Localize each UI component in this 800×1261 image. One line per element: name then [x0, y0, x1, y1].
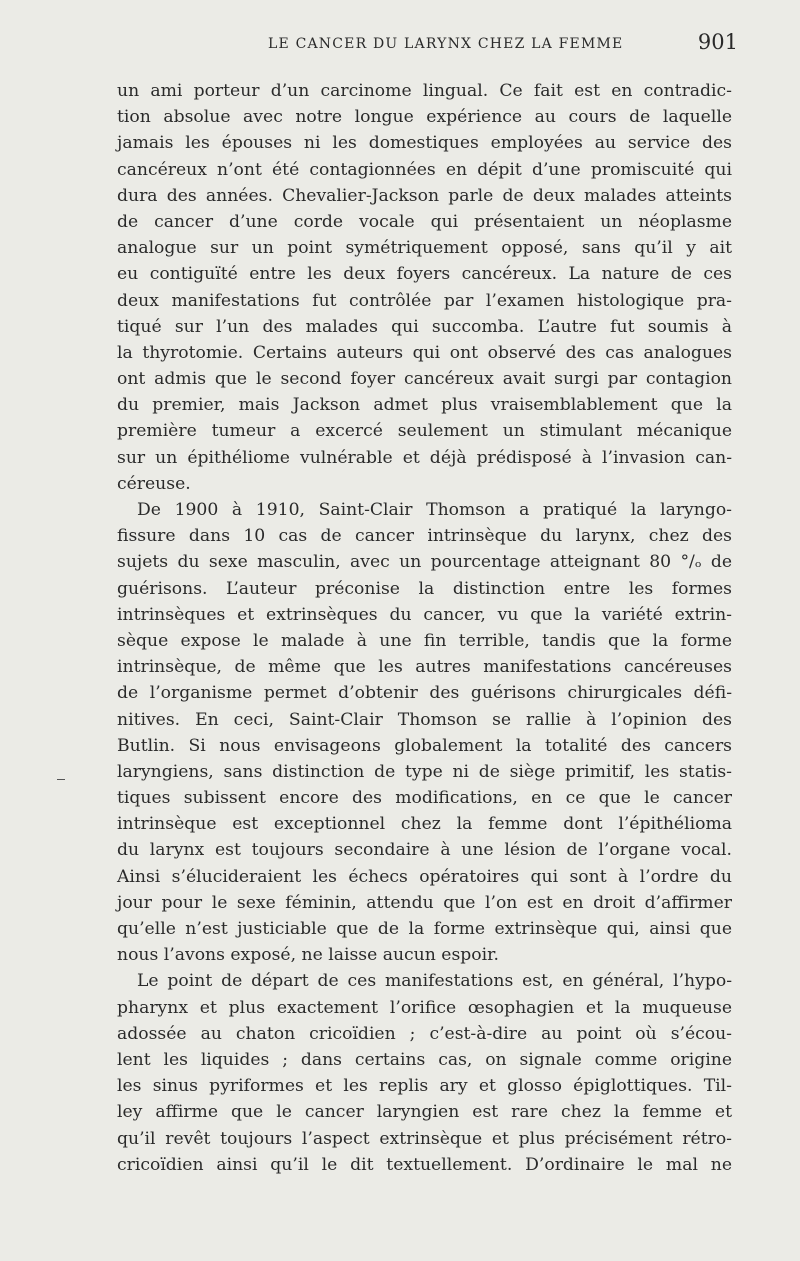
margin-mark	[57, 779, 65, 780]
text-line: qu’il revêt toujours l’aspect extrinsèque et plus précisément rétro-	[117, 1128, 732, 1149]
text-line: première tumeur a excercé seulement un stimulant mécanique	[117, 421, 732, 442]
text-line: céreuse.	[117, 473, 191, 494]
text-line: intrinsèque, de même que les autres manifestations cancéreuses	[117, 657, 732, 678]
text-line: cancéreux n’ont été contagionnées en dépit d’une promiscuité qui	[117, 159, 732, 180]
text-line: Le point de départ de ces manifestations est, en général, l’hypo-	[137, 971, 732, 992]
text-line: sèque expose le malade à une fin terrible, tandis que la forme	[117, 630, 732, 651]
text-line: Butlin. Si nous envisageons globalement la totalité des cancers	[117, 735, 732, 756]
text-line: adossée au chaton cricoïdien ; c’est-à-dire au point où s’écou-	[117, 1023, 732, 1044]
text-line: guérisons. L’auteur préconise la distinction entre les formes	[117, 578, 732, 599]
text-line: un ami porteur d’un carcinome lingual. Ce fait est en contradic-	[117, 81, 732, 101]
text-line: ont admis que le second foyer cancéreux avait surgi par contagion	[117, 369, 732, 390]
text-line: nous l’avons exposé, ne laisse aucun espoir.	[117, 945, 499, 966]
text-line: du larynx est toujours secondaire à une lésion de l’organe vocal.	[117, 840, 732, 861]
text-line: du premier, mais Jackson admet plus vraisemblablement que la	[117, 395, 732, 416]
text-line: deux manifestations fut contrôlée par l’examen histologique pra-	[117, 290, 732, 311]
text-line: De 1900 à 1910, Saint-Clair Thomson a pratiqué la laryngo-	[137, 500, 732, 520]
text-line: tiques subissent encore des modifications, en ce que le cancer	[117, 788, 732, 809]
text-line: sur un épithéliome vulnérable et déjà prédisposé à l’invasion can-	[117, 447, 732, 468]
text-line: fissure dans 10 cas de cancer intrinsèque du larynx, chez des	[117, 526, 732, 547]
text-line: de cancer d’une corde vocale qui présentaient un néoplasme	[117, 211, 732, 232]
text-line: jour pour le sexe féminin, attendu que l’on est en droit d’affirmer	[117, 892, 732, 913]
page-header	[120, 28, 738, 62]
text-line: tiqué sur l’un des malades qui succomba. L’autre fut soumis à	[117, 316, 732, 337]
text-line: les sinus pyriformes et les replis ary et glosso épiglottiques. Til-	[117, 1076, 732, 1097]
text-line: nitives. En ceci, Saint-Clair Thomson se rallie à l’opinion des	[117, 709, 732, 730]
text-line: laryngiens, sans distinction de type ni de siège primitif, les statis-	[117, 761, 732, 782]
text-line: tion absolue avec notre longue expérience au cours de laquelle	[117, 107, 732, 128]
text-line: intrinsèque est exceptionnel chez la femme dont l’épithélioma	[117, 814, 732, 835]
text-line: jamais les épouses ni les domestiques employées au service des	[117, 133, 732, 154]
page-number: 901	[697, 30, 738, 54]
text-line: ley affirme que le cancer laryngien est rare chez la femme et	[117, 1102, 732, 1123]
text-line: analogue sur un point symétriquement opposé, sans qu’il y ait	[117, 238, 732, 259]
text-line: lent les liquides ; dans certains cas, on signale comme origine	[117, 1049, 732, 1070]
text-line: eu contiguïté entre les deux foyers cancéreux. La nature de ces	[117, 264, 732, 285]
text-line: sujets du sexe masculin, avec un pourcentage atteignant 80 °/ₒ de	[117, 552, 732, 573]
text-line: cricoïdien ainsi qu’il le dit textuellement. D’ordinaire le mal ne	[117, 1154, 732, 1175]
text-line: la thyrotomie. Certains auteurs qui ont observé des cas analogues	[117, 342, 732, 363]
text-line: dura des années. Chevalier-Jackson parle de deux malades atteints	[117, 185, 732, 206]
text-line: intrinsèques et extrinsèques du cancer, vu que la variété extrin-	[117, 604, 732, 625]
text-line: Ainsi s’élucideraient les échecs opératoires qui sont à l’ordre du	[117, 866, 732, 887]
text-line: pharynx et plus exactement l’orifice œsophagien et la muqueuse	[117, 997, 732, 1018]
body-text	[117, 78, 732, 1178]
running-title: LE CANCER DU LARYNX CHEZ LA FEMME	[268, 36, 624, 52]
text-line: de l’organisme permet d’obtenir des guérisons chirurgicales défi-	[117, 683, 732, 704]
text-line: qu’elle n’est justiciable que de la forme extrinsèque qui, ainsi que	[117, 919, 732, 939]
